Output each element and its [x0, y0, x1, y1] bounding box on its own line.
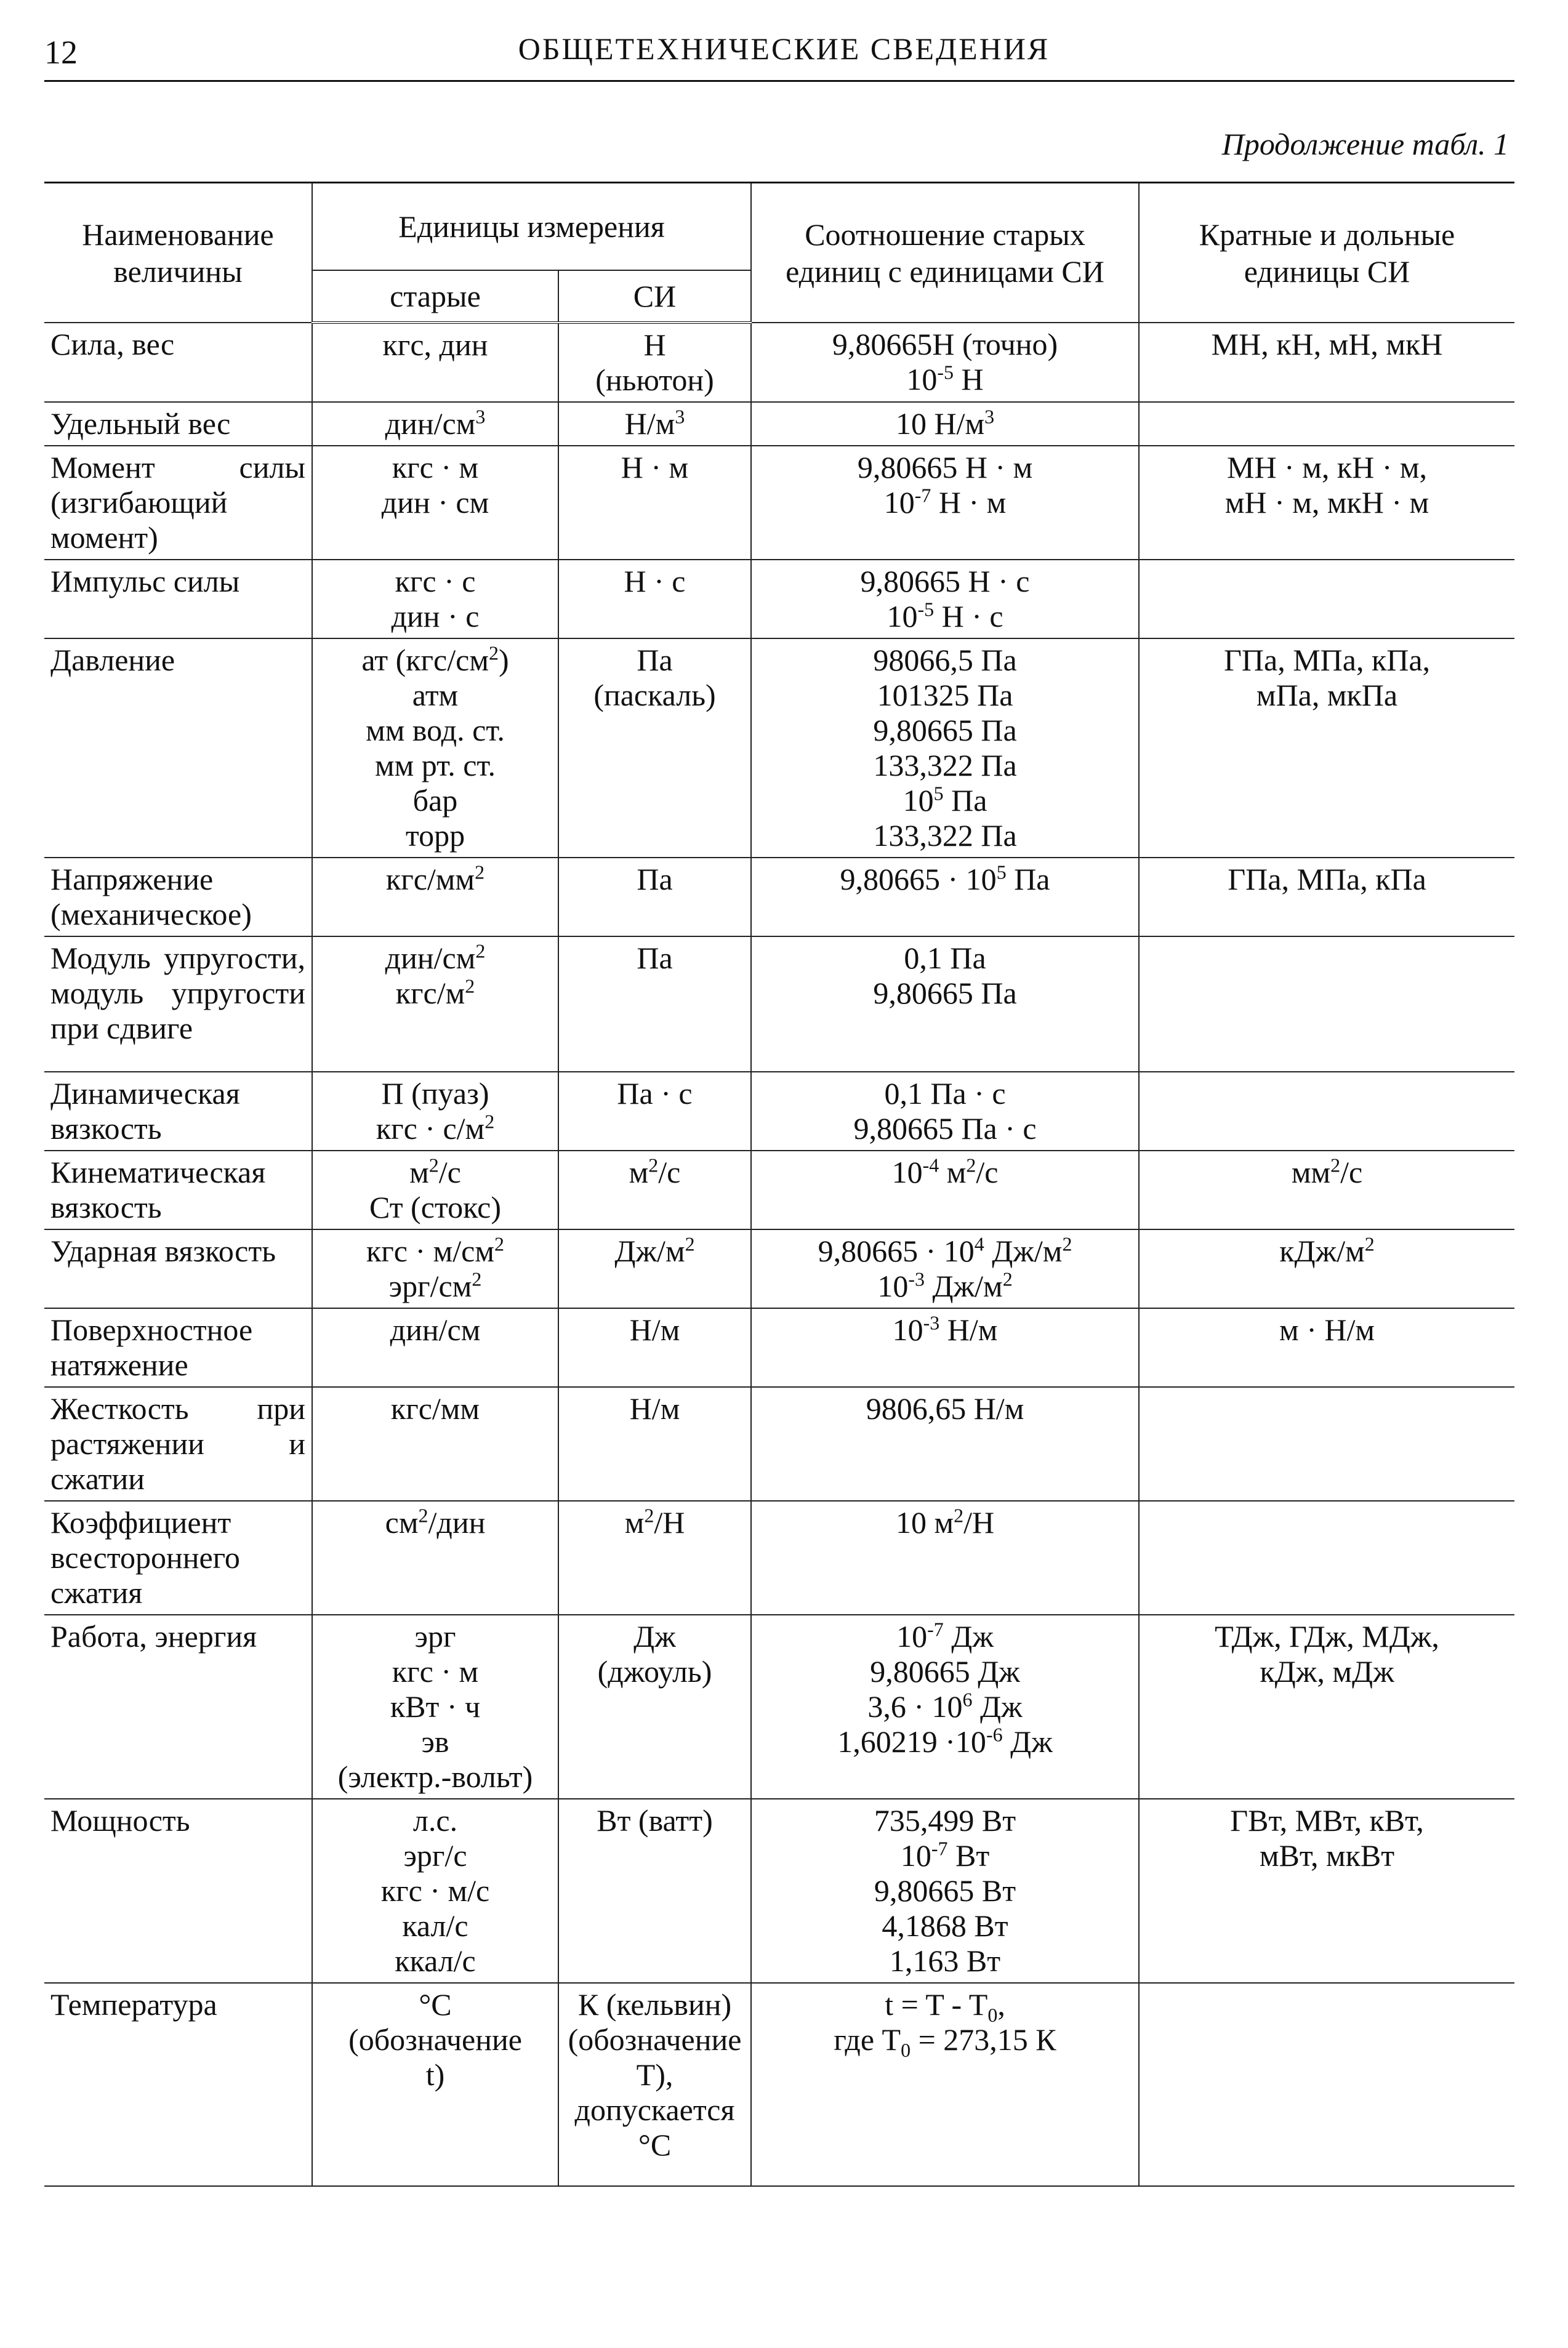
header-units-group: Единицы измерения: [312, 183, 751, 271]
cell-line: 4,1868 Вт: [882, 1908, 1008, 1943]
multiples-cell: [1139, 402, 1514, 446]
cell-line: 0,1 Па: [904, 941, 986, 975]
quantity-name: Температура: [44, 1983, 312, 2186]
si-units-cell: [558, 858, 751, 936]
cell-line: Вт (ватт): [597, 1803, 713, 1838]
cell-line: $10^{-7}$ Дж: [896, 1618, 994, 1654]
cell-line: $3,6 \cdot 10^6$ Дж: [867, 1688, 1023, 1724]
cell-line: Дж: [633, 1619, 676, 1654]
cell-line: л.с.: [412, 1803, 458, 1838]
cell-line: эрг: [414, 1619, 456, 1654]
table-row: [44, 1308, 1514, 1387]
header-name: Наименование величины: [44, 183, 312, 323]
relation-cell: [751, 638, 1139, 858]
table-header-row: [44, 183, 1514, 271]
cell-line: кал/с: [402, 1908, 468, 1943]
table-row: [44, 1799, 1514, 1983]
quantity-name: Удельный вес: [44, 402, 312, 446]
relation-cell: [751, 1501, 1139, 1615]
cell-line: 9,80665 Па: [873, 713, 1017, 747]
cell-line: мм вод. ст.: [366, 713, 505, 747]
quantity-name: Жесткость при растяжении и сжатии: [44, 1387, 312, 1501]
cell-line: кгс/$мм^2$: [385, 861, 485, 896]
header-relation: Соотношение старых единиц с единицами СИ: [751, 183, 1139, 323]
cell-line: торр: [405, 818, 465, 853]
cell-line: 9,80665 Н · м: [857, 450, 1033, 484]
header-rule: [44, 80, 1514, 82]
table-row: [44, 1387, 1514, 1501]
cell-line: бар: [412, 783, 458, 818]
multiples-cell: [1139, 936, 1514, 1072]
cell-line: кгс · м: [392, 1654, 479, 1689]
cell-line: $9,80665 \cdot 10^4$ $Дж/м^2$: [818, 1232, 1072, 1268]
multiples-cell: [1139, 1387, 1514, 1501]
old-units-cell: [312, 402, 558, 446]
cell-line: П (пуаз): [381, 1076, 489, 1111]
cell-line: 10 $Н/м^3$: [895, 405, 995, 441]
multiples-cell: [1139, 1983, 1514, 2186]
quantity-name: Ударная вязкость: [44, 1229, 312, 1308]
cell-line: 9806,65 Н/м: [866, 1391, 1024, 1426]
si-units-cell: [558, 1308, 751, 1387]
quantity-name: Модуль упругости, модуль упругости при сдвиге: [44, 936, 312, 1072]
quantity-name: Давление: [44, 638, 312, 858]
cell-line: $10^{-5}$ Н · с: [887, 598, 1003, 633]
multiples-cell: [1139, 1799, 1514, 1983]
quantity-name: Момент силы (изгибающий момент): [44, 446, 312, 560]
cell-line: $10^{-4}$ $м^2/с$: [891, 1154, 999, 1189]
cell-line: мВт, мкВт: [1259, 1838, 1395, 1873]
cell-line: К (кельвин) (обозначение Т), допускается °С: [568, 1987, 742, 2162]
relation-cell: [751, 560, 1139, 638]
cell-line: 98066,5 Па: [873, 643, 1017, 677]
cell-line: 10 $м^2/Н$: [895, 1504, 995, 1540]
cell-line: 9,80665 Вт: [874, 1873, 1016, 1908]
cell-line: ккал/с: [395, 1944, 476, 1978]
relation-cell: [751, 1072, 1139, 1151]
cell-line: кгс · с: [395, 564, 476, 598]
relation-cell: [751, 1308, 1139, 1387]
cell-line: 0,1 Па · с: [884, 1076, 1006, 1111]
table-body: [44, 323, 1514, 2186]
relation-cell: [751, 402, 1139, 446]
si-units-cell: [558, 1151, 751, 1229]
old-units-cell: [312, 1983, 558, 2186]
cell-line: °С: [419, 1987, 452, 2022]
si-units-cell: [558, 560, 751, 638]
cell-line: $9,80665 \cdot 10^5$ Па: [840, 861, 1050, 896]
multiples-cell: [1139, 638, 1514, 858]
table-row: [44, 936, 1514, 1072]
old-units-cell: [312, 1615, 558, 1799]
table-row: [44, 1072, 1514, 1151]
cell-line: Па: [637, 862, 673, 896]
cell-line: 9,80665Н (точно): [832, 327, 1058, 361]
cell-line: кгс/мм: [390, 1391, 480, 1426]
si-units-cell: [558, 1983, 751, 2186]
cell-line: 9,80665 Н · с: [860, 564, 1030, 598]
old-units-cell: [312, 638, 558, 858]
cell-line: $Н/м^3$: [624, 405, 685, 441]
cell-line: кгс/$м^2$: [395, 975, 475, 1010]
cell-line: $10^5$ Па: [903, 782, 987, 818]
cell-line: кгс · $с/м^2$: [376, 1110, 495, 1146]
relation-cell: [751, 446, 1139, 560]
quantity-name: Импульс силы: [44, 560, 312, 638]
cell-line: эв: [421, 1724, 449, 1759]
header-old-units: старые: [312, 270, 558, 323]
relation-cell: [751, 936, 1139, 1072]
multiples-cell: [1139, 446, 1514, 560]
multiples-cell: [1139, 1151, 1514, 1229]
old-units-cell: [312, 1151, 558, 1229]
si-units-cell: [558, 1072, 751, 1151]
cell-line: (паскаль): [593, 678, 716, 712]
multiples-cell: [1139, 1615, 1514, 1799]
cell-line: $Дж/м^2$: [614, 1232, 695, 1268]
old-units-cell: [312, 1308, 558, 1387]
cell-line: $10^{-7}$ Вт: [900, 1837, 990, 1873]
cell-line: $10^{-3}$ $Дж/м^2$: [877, 1268, 1013, 1303]
cell-line: ГПа, МПа, кПа,: [1223, 643, 1431, 677]
relation-cell: [751, 1799, 1139, 1983]
cell-line: Н · м: [621, 450, 689, 484]
relation-cell: [751, 1387, 1139, 1501]
cell-line: $м^2/с$: [629, 1154, 681, 1189]
cell-line: ТДж, ГДж, МДж,: [1215, 1619, 1439, 1654]
table-row: [44, 858, 1514, 936]
cell-line: Па · с: [617, 1076, 693, 1111]
si-units-cell: [558, 1799, 751, 1983]
cell-line: кгс · м/с: [380, 1873, 490, 1908]
cell-line: ГПа, МПа, кПа: [1228, 862, 1426, 896]
multiples-cell: [1139, 1072, 1514, 1151]
cell-line: $м^2/Н$: [624, 1504, 685, 1540]
table-row: [44, 402, 1514, 446]
cell-line: $10^{-5}$ Н: [906, 361, 984, 396]
cell-line: эрг/с: [403, 1838, 467, 1873]
cell-line: 735,499 Вт: [874, 1803, 1016, 1838]
table-row: [44, 446, 1514, 560]
page-number: 12: [44, 34, 78, 71]
quantity-name: Сила, вес: [44, 323, 312, 402]
relation-cell: [751, 1615, 1139, 1799]
table-row: [44, 1501, 1514, 1615]
quantity-name: Кинематическая вязкость: [44, 1151, 312, 1229]
cell-line: ГВт, МВт, кВт,: [1230, 1803, 1424, 1838]
cell-line: 9,80665 Дж: [870, 1654, 1020, 1689]
cell-line: кДж/$м^2$: [1279, 1232, 1375, 1268]
cell-line: кДж, мДж: [1260, 1654, 1394, 1689]
old-units-cell: [312, 1501, 558, 1615]
running-title: ОБЩЕТЕХНИЧЕСКИЕ СВЕДЕНИЯ: [518, 31, 1050, 66]
cell-line: $1,60219 \cdot 10^{-6}$ Дж: [837, 1723, 1053, 1759]
cell-line: где $T_0 = 273,15$ К: [834, 2022, 1056, 2061]
si-units-cell: [558, 1229, 751, 1308]
cell-line: кгс · $м/см^2$: [366, 1232, 504, 1268]
table-row: [44, 560, 1514, 638]
cell-line: 133,322 Па: [873, 748, 1017, 782]
old-units-cell: [312, 323, 558, 402]
cell-line: дин · с: [391, 599, 480, 633]
header-si-units: СИ: [558, 270, 751, 323]
quantity-name: Мощность: [44, 1799, 312, 1983]
old-units-cell: [312, 936, 558, 1072]
quantity-name: Коэффициент всестороннего сжатия: [44, 1501, 312, 1615]
multiples-cell: [1139, 1308, 1514, 1387]
cell-line: $10^{-7}$ Н · м: [883, 484, 1007, 520]
units-table: [44, 182, 1514, 2187]
cell-line: ат $(кгс/см^2)$: [361, 641, 509, 677]
relation-cell: [751, 1983, 1139, 2186]
table-row: [44, 323, 1514, 402]
cell-line: мПа, мкПа: [1256, 678, 1398, 712]
cell-line: (джоуль): [597, 1654, 712, 1689]
quantity-name: Напряжение (механическое): [44, 858, 312, 936]
cell-line: $см^2$/дин: [385, 1504, 486, 1540]
cell-line: кВт · ч: [390, 1689, 481, 1724]
old-units-cell: [312, 1229, 558, 1308]
table-row: [44, 1983, 1514, 2186]
multiples-cell: [1139, 560, 1514, 638]
relation-cell: [751, 323, 1139, 402]
si-units-cell: [558, 1615, 751, 1799]
multiples-cell: [1139, 323, 1514, 402]
cell-line: МН · м, кН · м,: [1226, 450, 1428, 484]
multiples-cell: [1139, 1229, 1514, 1308]
cell-line: Н · с: [624, 564, 686, 598]
quantity-name: Работа, энергия: [44, 1615, 312, 1799]
cell-line: $10^{-3}$ Н/м: [892, 1311, 998, 1347]
cell-line: 1,163 Вт: [889, 1944, 1001, 1978]
si-units-cell: [558, 936, 751, 1072]
cell-line: t): [425, 2057, 445, 2092]
header-multiples: Кратные и дольные единицы СИ: [1139, 183, 1514, 323]
cell-line: МН, кН, мН, мкН: [1211, 327, 1443, 361]
cell-line: дин/$см^2$: [385, 939, 486, 975]
relation-cell: [751, 858, 1139, 936]
si-units-cell: [558, 1501, 751, 1615]
cell-line: Па: [637, 643, 673, 677]
cell-line: мм рт. ст.: [375, 748, 496, 782]
multiples-cell: [1139, 858, 1514, 936]
old-units-cell: [312, 446, 558, 560]
old-units-cell: [312, 858, 558, 936]
cell-line: Н/м: [629, 1313, 680, 1347]
quantity-name: Поверхностное натяжение: [44, 1308, 312, 1387]
si-units-cell: [558, 323, 751, 402]
cell-line: 101325 Па: [877, 678, 1013, 712]
cell-line: кгс, дин: [382, 328, 488, 362]
relation-cell: [751, 1151, 1139, 1229]
cell-line: дин · см: [381, 485, 489, 520]
cell-line: $мм^2/с$: [1291, 1154, 1363, 1189]
cell-line: эрг/$см^2$: [388, 1268, 482, 1303]
table-row: [44, 1151, 1514, 1229]
cell-line: м · Н/м: [1279, 1313, 1375, 1347]
old-units-cell: [312, 1072, 558, 1151]
cell-line: Н: [643, 328, 666, 362]
cell-line: (ньютон): [595, 363, 714, 397]
cell-line: 9,80665 Па: [873, 976, 1017, 1010]
cell-line: мН · м, мкН · м: [1224, 485, 1429, 520]
cell-line: (обозначение: [348, 2022, 522, 2057]
cell-line: 9,80665 Па · с: [853, 1111, 1037, 1146]
cell-line: Ст (стокс): [369, 1190, 501, 1224]
cell-line: Н/м: [629, 1391, 680, 1426]
cell-line: атм: [412, 678, 459, 712]
table-continuation-label: Продолжение табл. 1: [1221, 127, 1509, 161]
cell-line: $t = T - T_0$,: [885, 1987, 1005, 2026]
quantity-name: Динамическая вязкость: [44, 1072, 312, 1151]
si-units-cell: [558, 402, 751, 446]
cell-line: $м^2/с$: [409, 1154, 461, 1189]
table-row: [44, 1229, 1514, 1308]
cell-line: дин/см: [390, 1313, 481, 1347]
old-units-cell: [312, 560, 558, 638]
old-units-cell: [312, 1799, 558, 1983]
cell-line: Па: [637, 941, 673, 975]
cell-line: кгс · м: [392, 450, 479, 484]
cell-line: 133,322 Па: [873, 818, 1017, 853]
relation-cell: [751, 1229, 1139, 1308]
old-units-cell: [312, 1387, 558, 1501]
cell-line: дин/$см^3$: [385, 405, 486, 441]
multiples-cell: [1139, 1501, 1514, 1615]
cell-line: (электр.-вольт): [337, 1759, 533, 1794]
si-units-cell: [558, 446, 751, 560]
table-row: [44, 638, 1514, 858]
si-units-cell: [558, 638, 751, 858]
si-units-cell: [558, 1387, 751, 1501]
table-row: [44, 1615, 1514, 1799]
